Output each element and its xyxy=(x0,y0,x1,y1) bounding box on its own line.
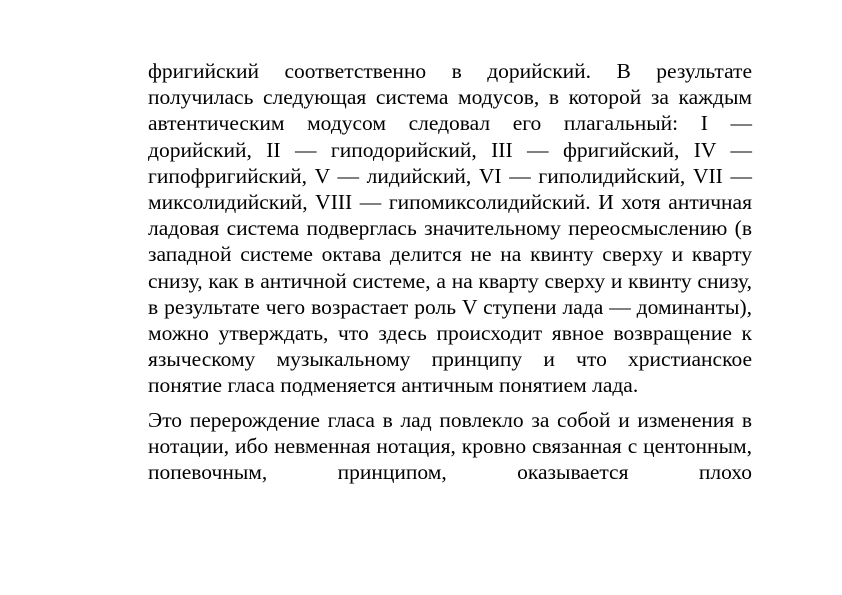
body-text xyxy=(148,58,752,485)
paragraph-modes: фригийский соответственно в дорийский. В результате получилась следующая система модусов, в которой за каждым автентическим модусом следовал его плагальный: I — дорийский, II — гиподорийский, III — фригийский, IV — гипофригийский, V — лидийский, VI — гиполидийский, VII — миксолидийский, VIII — гипомиксолидийский. И хотя античная ладовая система подверглась значительному переосмыслению (в западной системе октава делится не на квинту сверху и кварту снизу, как в античной системе, а на кварту сверху и квинту снизу, в результате чего возрастает роль V ступени лада — доминанты), можно утверждать, что здесь происходит явное возвращение к языческому музыкальному принципу и что христианское понятие гласа подменяется античным понятием лада. xyxy=(148,59,752,398)
paragraph-notation: Это перерождение гласа в лад повлекло за собой и изменения в нотации, ибо невменная нотация, кровно связанная с центонным, попевочным, принципом, оказывается плохо xyxy=(148,407,752,485)
